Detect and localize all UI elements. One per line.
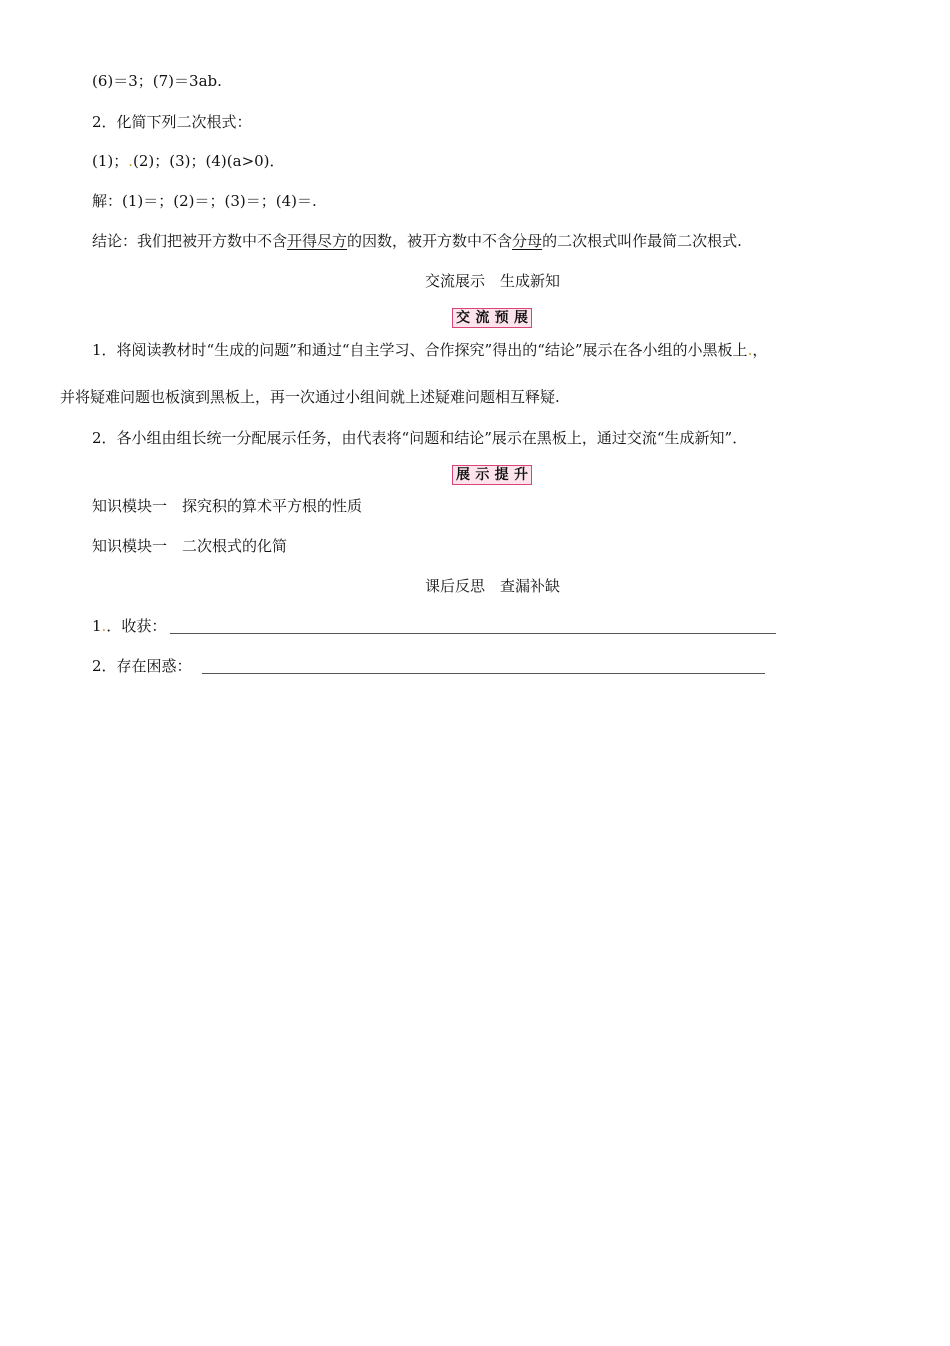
question-2-items [92, 151, 285, 171]
paragraph-1-comma: ， [752, 341, 768, 359]
paragraph-1-line-2: 并将疑难问题也板演到黑板上，再一次通过小组间就上述疑难问题相互释疑. [60, 388, 560, 406]
conclusion-part-2: 的因数，被开方数中不含 [347, 232, 513, 250]
section-title-reflection: 课后反思 查漏补缺 [424, 577, 560, 595]
reflection-gains: 1.．收获： [92, 617, 167, 635]
badge-char: 展 [513, 310, 528, 326]
mark-dot: . [101, 617, 107, 635]
solution-line: 解：(1)＝；(2)＝；(3)＝；(4)＝. [92, 192, 317, 210]
badge-char: 示 [475, 467, 490, 483]
items-2-4: (2)；(3)；(4)(a>0)． [133, 152, 285, 170]
reflection-gains-label: 收获： [121, 617, 167, 635]
badge-display-improve [452, 465, 532, 485]
underlined-term-2: 分母 [512, 232, 543, 250]
item-1: (1)； [92, 152, 129, 170]
reflection-number: 1 [92, 617, 102, 635]
underlined-term-1: 开得尽方 [287, 232, 348, 250]
reflection-confusion: 2．存在困惑： [92, 657, 192, 675]
question-2-heading: 2．化简下列二次根式： [92, 113, 252, 131]
paragraph-1-line-1 [92, 340, 767, 360]
section-title-exchange: 交流展示 生成新知 [424, 272, 560, 290]
knowledge-module-1: 知识模块一 探究积的算术平方根的性质 [92, 497, 363, 515]
badge-char: 展 [456, 467, 470, 483]
badge-char: 预 [494, 310, 509, 326]
conclusion-part-1: 结论：我们把被开方数中不含 [92, 232, 288, 250]
answer-line-6-7: (6)＝3；(7)＝3ab. [92, 72, 222, 90]
mark-dot: . [747, 341, 753, 359]
badge-exchange-preview [452, 308, 532, 328]
badge-char: 流 [475, 310, 490, 326]
paragraph-2: 2．各小组由组长统一分配展示任务，由代表将“问题和结论”展示在黑板上，通过交流“生成新知”． [92, 429, 748, 447]
gains-answer-line[interactable] [170, 633, 776, 634]
mark-dot: . [128, 152, 134, 170]
paragraph-1-text: 1．将阅读教材时“生成的问题”和通过“自主学习、合作探究”得出的“结论”展示在各小组的小黑板上 [92, 341, 748, 359]
badge-char: 升 [513, 467, 528, 483]
badge-char: 交 [456, 310, 470, 326]
conclusion-part-3: 的二次根式叫作最简二次根式. [542, 232, 742, 250]
badge-char: 提 [494, 467, 509, 483]
knowledge-module-2: 知识模块一 二次根式的化简 [92, 537, 288, 555]
confusion-answer-line[interactable] [202, 673, 765, 674]
conclusion-line [92, 231, 742, 251]
